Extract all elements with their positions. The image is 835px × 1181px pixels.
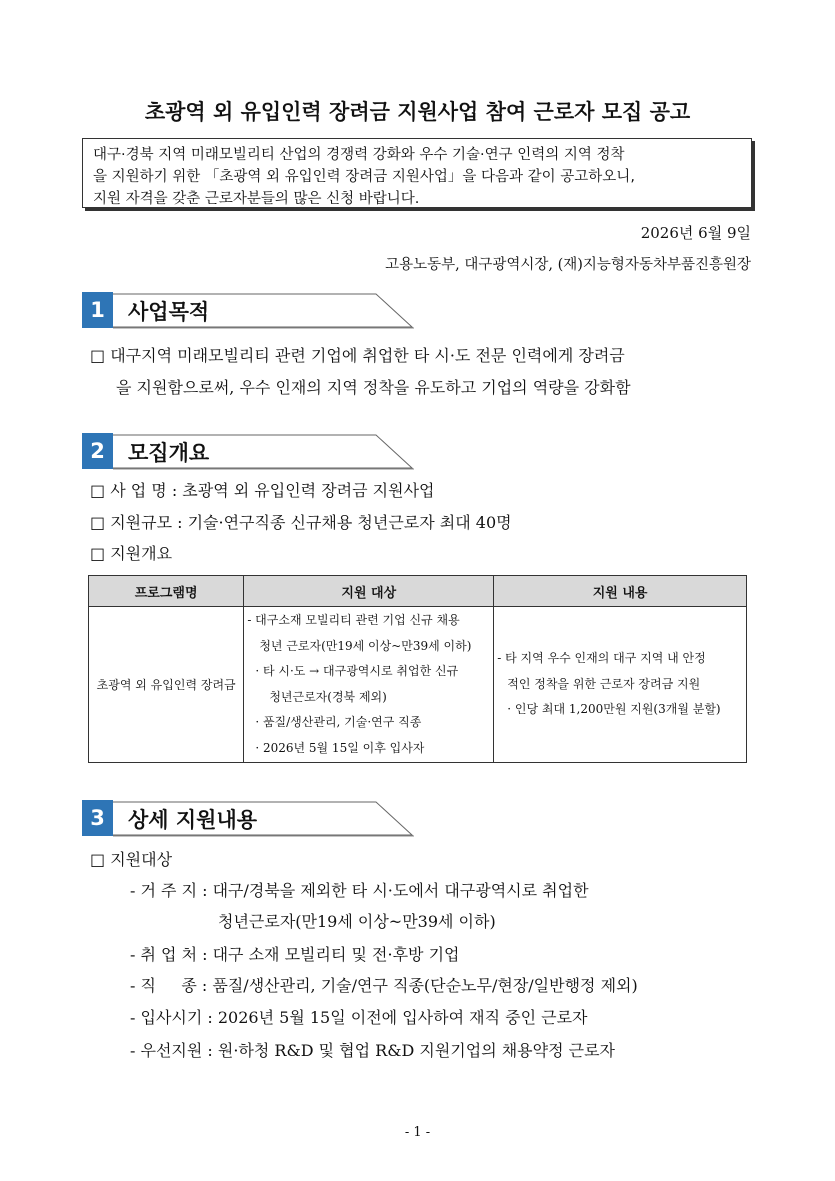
purpose-line: 을 지원함으로써, 우수 인재의 지역 정착을 유도하고 기업의 역량을 강화함 <box>116 378 631 397</box>
document-title: 초광역 외 유입인력 장려금 지원사업 참여 근로자 모집 공고 <box>144 100 691 124</box>
content-cell <box>494 607 747 763</box>
target-line: · 품질/생산관리, 기술·연구 직종 <box>255 715 422 729</box>
target-cell <box>244 607 494 763</box>
target-line: 청년 근로자(만19세 이상~만39세 이하) <box>259 638 472 653</box>
page-number: - 1 - <box>404 1125 431 1140</box>
table-header-row <box>89 576 747 607</box>
section-title: 모집개요 <box>128 441 210 465</box>
announcement-date: 2026년 6월 9일 <box>640 224 751 242</box>
program-table <box>88 575 747 763</box>
purpose-line: □ 대구지역 미래모빌리티 관련 기업에 취업한 타 시·도 전문 인력에게 장려금 <box>90 346 625 365</box>
detail-item: - 우선지원 : 원·하청 R&D 및 협업 R&D 지원기업의 채용약정 근로자 <box>130 1041 616 1060</box>
detail-heading: □ 지원대상 <box>90 850 173 869</box>
target-line: - 대구소재 모빌리티 관련 기업 신규 채용 <box>247 613 460 627</box>
intro-line: 대구·경북 지역 미래모빌리티 산업의 경쟁력 강화와 우수 기술·연구 인력의 지역 정착 <box>93 147 625 163</box>
target-line: · 2026년 5월 15일 이후 입사자 <box>255 740 425 755</box>
section-3-header <box>82 800 417 836</box>
section-title: 사업목적 <box>128 300 210 324</box>
table-header: 지원 대상 <box>244 576 494 607</box>
table-header: 프로그램명 <box>89 576 244 607</box>
content-line: · 인당 최대 1,200만원 지원(3개월 분할) <box>507 702 721 717</box>
detail-item: - 취 업 처 : 대구 소재 모빌리티 및 전·후방 기업 <box>130 945 460 964</box>
content-line: 적인 정착을 위한 근로자 장려금 지원 <box>507 676 701 691</box>
overview-item: □ 사 업 명 : 초광역 외 유입인력 장려금 지원사업 <box>90 481 435 500</box>
program-name-cell: 초광역 외 유입인력 장려금 <box>89 607 244 763</box>
detail-item: 청년근로자(만19세 이상~만39세 이하) <box>218 912 496 931</box>
section-number: 2 <box>82 433 113 469</box>
detail-item: - 직 종 : 품질/생산관리, 기술/연구 직종(단순노무/현장/일반행정 제외) <box>130 976 638 995</box>
section-2-header <box>82 433 417 469</box>
section-1-header <box>82 292 417 328</box>
intro-line: 을 지원하기 위한 「초광역 외 유입인력 장려금 지원사업」을 다음과 같이 공고하오니, <box>93 169 635 185</box>
intro-line: 지원 자격을 갖춘 근로자분들의 많은 신청 바랍니다. <box>93 191 420 207</box>
overview-item: □ 지원개요 <box>90 544 173 563</box>
section-number: 1 <box>82 292 113 328</box>
table-row <box>89 607 747 763</box>
section-number: 3 <box>82 800 113 836</box>
issuer: 고용노동부, 대구광역시장, (재)지능형자동차부품진흥원장 <box>385 257 751 273</box>
intro-box <box>82 138 752 208</box>
detail-item: - 거 주 지 : 대구/경북을 제외한 타 시·도에서 대구광역시로 취업한 <box>130 881 589 900</box>
target-line: · 타 시·도 → 대구광역시로 취업한 신규 <box>255 664 459 678</box>
section-title: 상세 지원내용 <box>128 808 258 832</box>
content-line: - 타 지역 우수 인재의 대구 지역 내 안정 <box>497 651 706 666</box>
detail-item: - 입사시기 : 2026년 5월 15일 이전에 입사하여 재직 중인 근로자 <box>130 1008 588 1027</box>
table-header: 지원 내용 <box>494 576 747 607</box>
target-line: 청년근로자(경북 제외) <box>269 689 387 704</box>
overview-item: □ 지원규모 : 기술·연구직종 신규채용 청년근로자 최대 40명 <box>90 513 512 532</box>
